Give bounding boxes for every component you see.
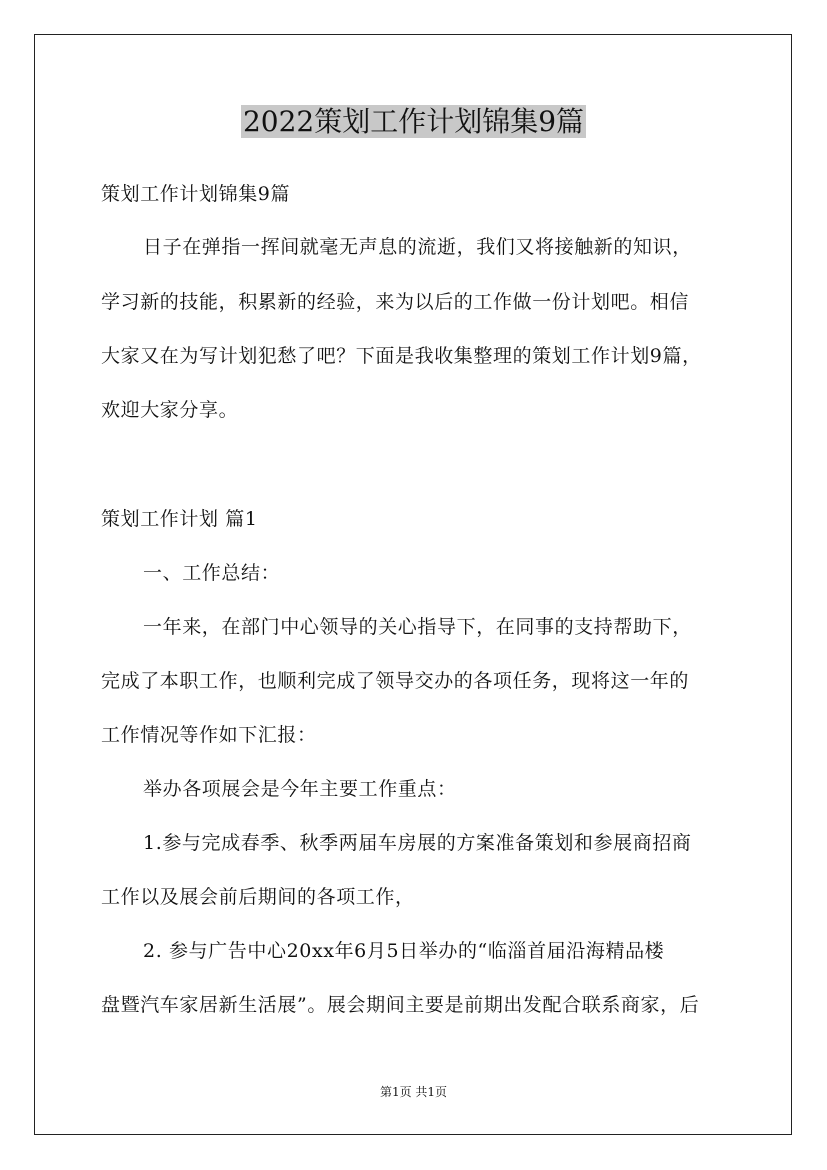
body-line: 工作情况等作如下汇报： (101, 724, 317, 746)
document-title (0, 102, 827, 142)
intro-line: 日子在弹指一挥间就毫无声息的流逝，我们又将接触新的知识， (143, 236, 692, 258)
body-line: 举办各项展会是今年主要工作重点： (143, 778, 457, 800)
page-number-footer: 第1页 共1页 (379, 1085, 448, 1099)
intro-line: 大家又在为写计划犯愁了吧？下面是我收集整理的策划工作计划9篇， (101, 345, 702, 367)
document-title-text: 2022策划工作计划锦集9篇 (242, 105, 585, 138)
body-line: 一年来，在部门中心领导的关心指导下，在同事的支持帮助下， (143, 616, 692, 638)
body-line: 工作以及展会前后期间的各项工作， (101, 886, 415, 908)
body-line: 盘暨汽车家居新生活展”。展会期间主要是前期出发配合联系商家，后 (101, 994, 700, 1016)
intro-line: 学习新的技能，积累新的经验，来为以后的工作做一份计划吧。相信 (101, 291, 690, 313)
body-line: 1.参与完成春季、秋季两届车房展的方案准备策划和参展商招商 (143, 832, 692, 854)
section-heading: 策划工作计划 篇1 (101, 508, 258, 530)
body-line: 2. 参与广告中心20xx年6月5日举办的“临淄首届沿海精品楼 (143, 940, 665, 962)
body-line: 一、工作总结： (143, 562, 281, 584)
body-line: 完成了本职工作，也顺利完成了领导交办的各项任务，现将这一年的 (101, 670, 690, 692)
intro-line: 欢迎大家分享。 (101, 399, 239, 421)
document-subtitle: 策划工作计划锦集9篇 (101, 183, 291, 205)
